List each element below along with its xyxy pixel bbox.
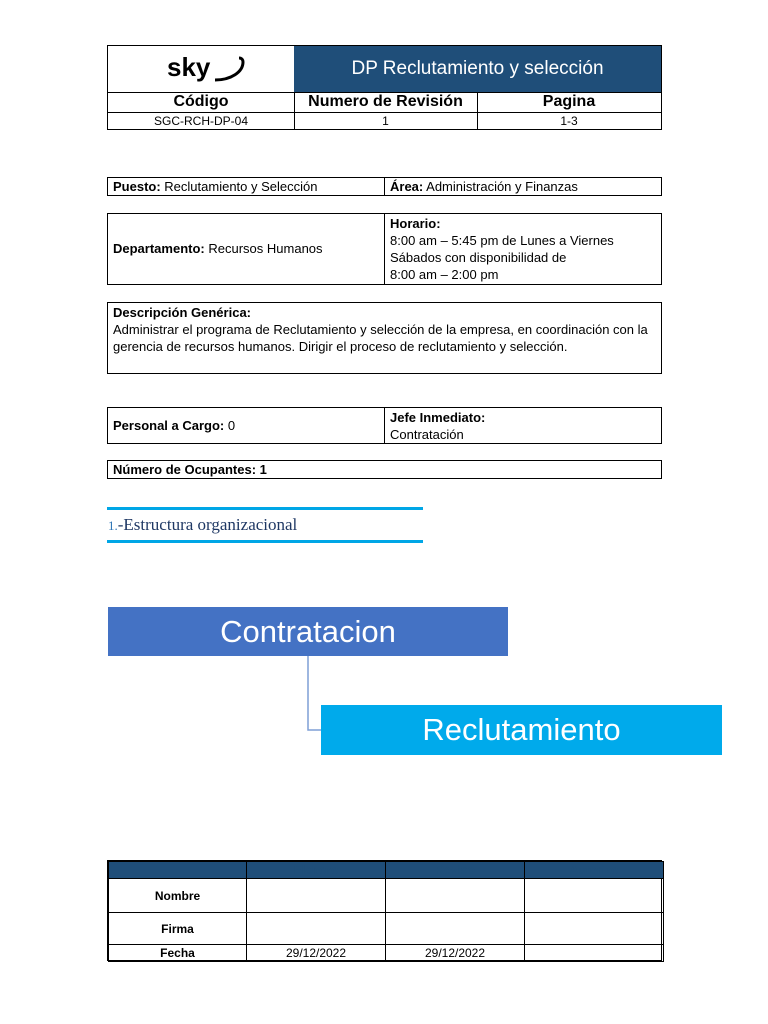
section-1-title [108,515,297,535]
sig-header-reviso: Reviso [386,862,525,879]
ocupantes-label: Número de Ocupantes: 1 [113,462,267,477]
descripcion-label: Descripción Genérica: [113,305,251,320]
descripcion-box [107,302,662,374]
org-node-contratacion: Contratacion [108,607,508,656]
revision-value: 1 [294,112,478,130]
signature-header-row [109,862,664,879]
area-value: Administración y Finanzas [426,179,578,194]
sig-row-firma [109,913,664,945]
sig-cell [386,879,525,913]
departamento-horario-row [107,213,662,285]
sig-cell [386,913,525,945]
sig-row-label: Firma [109,913,247,945]
signature-table [107,860,662,961]
ocupantes-box [107,460,662,479]
logo-cell [108,46,295,93]
sig-header-autorizo: Autorizo [525,862,664,879]
section-1-text: -Estructura organizacional [117,515,298,534]
departamento-value: Recursos Humanos [208,241,323,256]
horario-line-2: Sábados con disponibilidad de [390,250,567,265]
puesto-value: Reclutamiento y Selección [164,179,318,194]
horario-line-3: 8:00 am – 2:00 pm [390,267,499,282]
org-node-reclutamiento: Reclutamiento [321,705,722,755]
departamento-cell [108,214,385,284]
sig-cell [247,879,386,913]
section-1-number: 1. [108,518,118,533]
sig-cell [247,913,386,945]
horario-line-1: 8:00 am – 5:45 pm de Lunes a Viernes [390,233,614,248]
codigo-value: SGC-RCH-DP-04 [108,112,295,130]
personal-label: Personal a Cargo: [113,417,225,433]
personal-cell [108,408,385,443]
sig-header-elaboro: Elaboro [247,862,386,879]
puesto-area-row [107,177,662,196]
sig-row-fecha [109,945,664,962]
departamento-label: Departamento: [113,241,205,256]
pagina-label: Pagina [542,93,596,110]
horario-label: Horario: [390,216,441,231]
sig-row-label: Fecha [109,945,247,962]
sig-cell: 29/12/2022 [247,945,386,962]
puesto-label: Puesto: [113,179,161,194]
descripcion-text: Administrar el programa de Reclutamiento y selección de la empresa, en coordinación con la gerencia de recursos humanos. Dirigir el proceso de reclutamiento y selección. [113,322,648,354]
header-values-row [108,112,661,130]
sig-cell [525,913,664,945]
pagina-value: 1-3 [560,114,578,128]
document-title: DP Reclutamiento y selección [294,46,661,93]
section-top-rule [107,507,423,510]
sig-cell [525,879,664,913]
jefe-value: Contratación [390,427,464,442]
puesto-cell [108,178,385,195]
area-cell [385,178,661,195]
codigo-label: Código [108,92,295,112]
sig-cell: 29/12/2022 [386,945,525,962]
sig-row-nombre [109,879,664,913]
document-header [107,45,662,130]
svg-text:sky: sky [167,54,211,82]
jefe-label: Jefe Inmediato: [390,410,486,425]
sig-row-label: Nombre [109,879,247,913]
header-labels-row [108,92,661,113]
horario-cell [385,214,661,284]
sig-header-blank [109,862,247,879]
personal-value: 0 [227,417,236,433]
area-label: Área: [390,179,424,194]
personal-jefe-row [107,407,662,444]
sig-cell [525,945,664,962]
sky-logo-icon [145,54,257,84]
jefe-cell [385,408,661,443]
revision-label: Numero de Revisión [294,92,478,112]
section-bottom-rule [107,540,423,543]
